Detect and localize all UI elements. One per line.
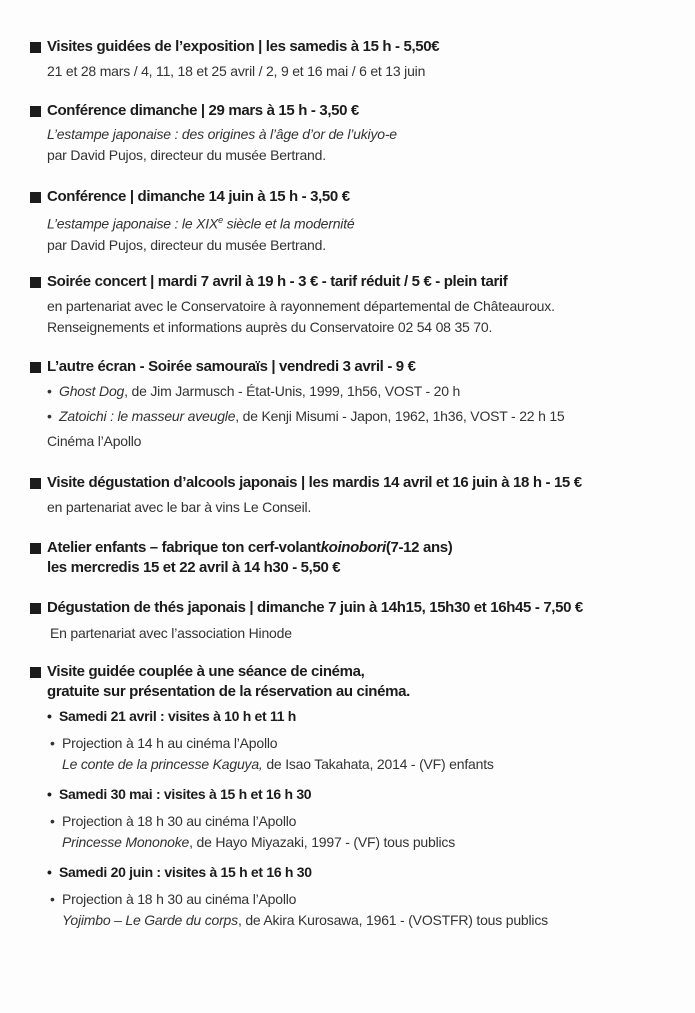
square-bullet-icon — [30, 277, 41, 288]
event-title: Soirée concert | mardi 7 avril à 19 h - 3 € - tarif réduit / 5 € - plein tarif — [30, 272, 680, 292]
event-title: Visites guidées de l’exposition | les samedis à 15 h - 5,50€ — [30, 37, 680, 57]
session-projection: • Projection à 18 h 30 au cinéma l’Apollo — [50, 891, 297, 907]
event-kids-workshop — [30, 538, 680, 578]
square-bullet-icon — [30, 478, 41, 489]
conference-speaker: par David Pujos, directeur du musée Bertrand. — [47, 147, 326, 163]
concert-partner: en partenariat avec le Conservatoire à rayonnement départemental de Châteauroux. — [47, 298, 555, 314]
session-date: • Samedi 20 juin : visites à 15 h et 16 h 30 — [47, 864, 312, 880]
event-title: L’autre écran - Soirée samouraïs | vendredi 3 avril - 9 € — [30, 357, 680, 377]
session-projection: • Projection à 18 h 30 au cinéma l’Apollo — [50, 813, 297, 829]
conference-subtitle: L’estampe japonaise : des origines à l’âge d’or de l’ukiyo-e — [47, 126, 397, 142]
square-bullet-icon — [30, 42, 41, 53]
session — [30, 784, 680, 853]
event-concert — [30, 272, 680, 338]
conference-subtitle: L’estampe japonaise : le XIXe siècle et la modernité — [47, 215, 355, 232]
event-tour-cinema — [30, 662, 680, 931]
square-bullet-icon — [30, 192, 41, 203]
event-subtitle: gratuite sur présentation de la réservation au cinéma. — [47, 683, 410, 700]
event-conference-march — [30, 101, 680, 166]
event-title: Visite dégustation d’alcools japonais | les mardis 14 avril et 16 juin à 18 h - 15 € — [30, 473, 680, 493]
event-title: Conférence dimanche | 29 mars à 15 h - 3,50 € — [30, 101, 680, 121]
square-bullet-icon — [30, 603, 41, 614]
film-item: • Ghost Dog, de Jim Jarmusch - État-Unis, 1999, 1h56, VOST - 20 h — [47, 383, 461, 399]
event-alcohol-tasting — [30, 473, 680, 518]
film-venue: Cinéma l’Apollo — [47, 433, 142, 449]
film-item: • Zatoichi : le masseur aveugle, de Kenji Misumi - Japon, 1962, 1h36, VOST - 22 h 15 — [47, 408, 565, 424]
session-date: • Samedi 21 avril : visites à 10 h et 11 h — [47, 708, 297, 724]
tea-partner: En partenariat avec l’association Hinode — [50, 625, 292, 641]
square-bullet-icon — [30, 543, 41, 554]
event-title: Dégustation de thés japonais | dimanche 7 juin à 14h15, 15h30 et 16h45 - 7,50 € — [30, 598, 680, 618]
session-film: Princesse Mononoke, de Hayo Miyazaki, 1997 - (VF) tous publics — [62, 834, 456, 850]
concert-info: Renseignements et informations auprès du Conservatoire 02 54 08 35 70. — [47, 319, 493, 335]
tasting-partner: en partenariat avec le bar à vins Le Conseil. — [47, 499, 312, 515]
session-date: • Samedi 30 mai : visites à 15 h et 16 h 30 — [47, 786, 312, 802]
event-tea-tasting — [30, 598, 680, 644]
session-projection: • Projection à 14 h au cinéma l’Apollo — [50, 735, 278, 751]
square-bullet-icon — [30, 362, 41, 373]
square-bullet-icon — [30, 667, 41, 678]
workshop-dates: les mercredis 15 et 22 avril à 14 h30 - 5,50 € — [47, 559, 341, 576]
event-title: Conférence | dimanche 14 juin à 15 h - 3,50 € — [30, 187, 680, 207]
session — [30, 862, 680, 931]
event-conference-june — [30, 187, 680, 256]
conference-speaker: par David Pujos, directeur du musée Bertrand. — [47, 236, 326, 253]
session — [30, 706, 680, 775]
square-bullet-icon — [30, 106, 41, 117]
session-film: Yojimbo – Le Garde du corps, de Akira Kurosawa, 1961 - (VOSTFR) tous publics — [62, 912, 548, 928]
event-title: Visite guidée couplée à une séance de cinéma, — [30, 662, 680, 682]
session-film: Le conte de la princesse Kaguya, de Isao Takahata, 2014 - (VF) enfants — [62, 756, 494, 772]
event-guided-tours — [30, 37, 680, 82]
event-dates: 21 et 28 mars / 4, 11, 18 et 25 avril / 2, 9 et 16 mai / 6 et 13 juin — [47, 63, 426, 79]
event-samurai-night — [30, 357, 680, 452]
event-title: Atelier enfants – fabrique ton cerf-volant koinobori (7-12 ans) — [30, 538, 680, 558]
